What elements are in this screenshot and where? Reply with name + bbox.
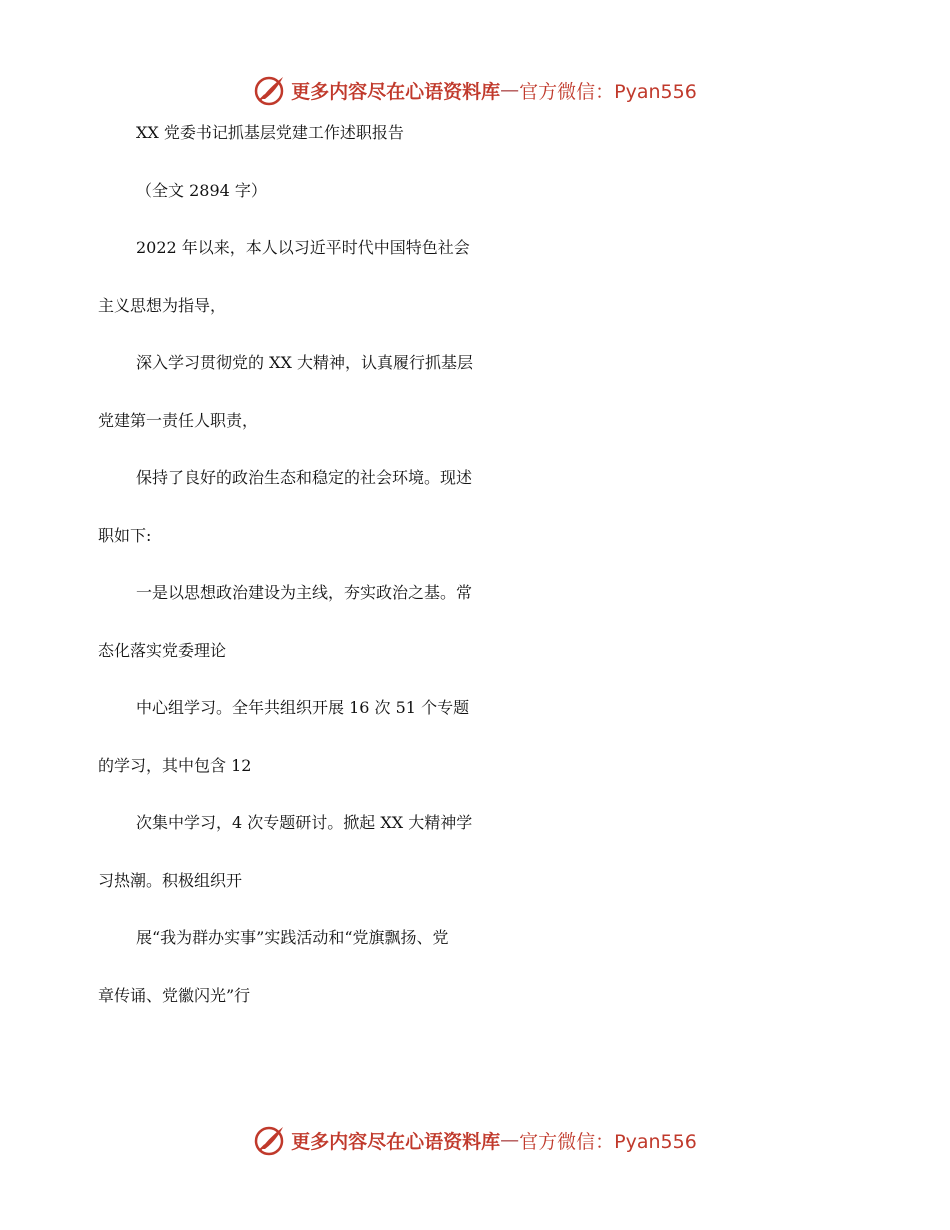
text-line: 中心组学习。全年共组织开展 16 次 51 个专题 [136,698,470,717]
watermark-wechat: 官方微信：Pyan556 [519,1130,697,1153]
text-line: 保持了良好的政治生态和稳定的社会环境。现述 [136,468,473,487]
text-line: 深入学习贯彻党的 XX 大精神，认真履行抓基层 [136,353,473,372]
watermark-wechat: 官方微信：Pyan556 [519,80,697,103]
watermark-site-name: 更多内容尽在心语资料库 [291,80,501,103]
watermark-site-name: 更多内容尽在心语资料库 [291,1130,501,1153]
watermark-separator: — [500,79,520,101]
text-line: 态化落实党委理论 [98,640,227,660]
text-line: 的学习，其中包含 12 [98,755,252,775]
quill-logo-icon [253,1123,287,1157]
text-line: 次集中学习，4 次专题研讨。掀起 XX 大精神学 [136,813,473,832]
document-body [98,120,858,1040]
watermark-separator: — [500,1129,520,1151]
header-watermark [0,70,950,110]
text-line: 展“我为群办实事”实践活动和“党旗飘扬、党 [136,928,449,947]
quill-logo-icon [253,73,287,107]
footer-watermark [0,1120,950,1160]
word-count: （全文 2894 字） [136,180,267,200]
text-line: 职如下: [98,525,152,545]
text-line: 章传诵、党徽闪光”行 [98,985,251,1005]
text-line: 一是以思想政治建设为主线，夯实政治之基。常 [136,583,473,602]
document-title: XX 党委书记抓基层党建工作述职报告 [136,123,404,142]
text-line: 2022 年以来，本人以习近平时代中国特色社会 [136,238,470,257]
text-line: 主义思想为指导， [98,295,227,315]
text-line: 习热潮。积极组织开 [98,870,243,890]
text-line: 党建第一责任人职责， [98,410,259,430]
